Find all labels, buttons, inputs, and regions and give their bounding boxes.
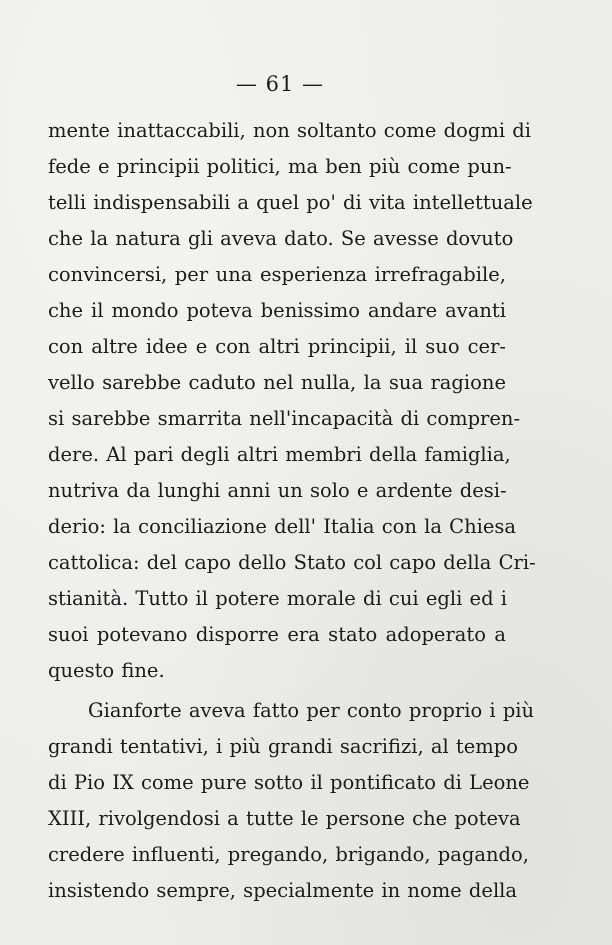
text-line: grandi tentativi, i più grandi sacrifizi, al tempo [48,735,519,758]
paragraph-end-line: questo fine. [48,659,165,682]
text-line: cattolica: del capo dello Stato col capo della Cri- [48,551,536,574]
text-line: che la natura gli aveva dato. Se avesse dovuto [48,227,514,250]
body-text [48,113,536,909]
text-line: derio: la conciliazione dell' Italia con la Chiesa [48,515,517,538]
text-line: insistendo sempre, specialmente in nome della [48,879,518,902]
text-line: si sarebbe smarrita nell'incapacità di compren- [48,407,521,430]
text-line: stianità. Tutto il potere morale di cui egli ed i [48,587,508,610]
text-line: credere influenti, pregando, brigando, pagando, [48,843,529,866]
text-line: nutriva da lunghi anni un solo e ardente desi- [48,479,507,502]
text-line: XIII, rivolgendosi a tutte le persone che poteva [48,807,521,830]
text-line: vello sarebbe caduto nel nulla, la sua ragione [48,371,506,394]
text-line: con altre idee e con altri principii, il suo cer- [48,335,506,358]
paragraph-start-line: Gianforte aveva fatto per conto proprio i più [88,699,535,722]
text-line: suoi potevano disporre era stato adoperato a [48,623,506,646]
text-line: di Pio IX come pure sotto il pontificato di Leone [48,771,530,794]
text-line: mente inattaccabili, non soltanto come dogmi di [48,119,532,142]
page-number: — 61 — [235,72,325,96]
text-line: telli indispensabili a quel po' di vita intellettuale [48,191,533,214]
text-line: fede e principii politici, ma ben più come pun- [48,155,512,178]
text-line: che il mondo poteva benissimo andare avanti [48,299,506,322]
text-line: convincersi, per una esperienza irrefragabile, [48,263,506,286]
text-line: dere. Al pari degli altri membri della famiglia, [48,443,511,466]
